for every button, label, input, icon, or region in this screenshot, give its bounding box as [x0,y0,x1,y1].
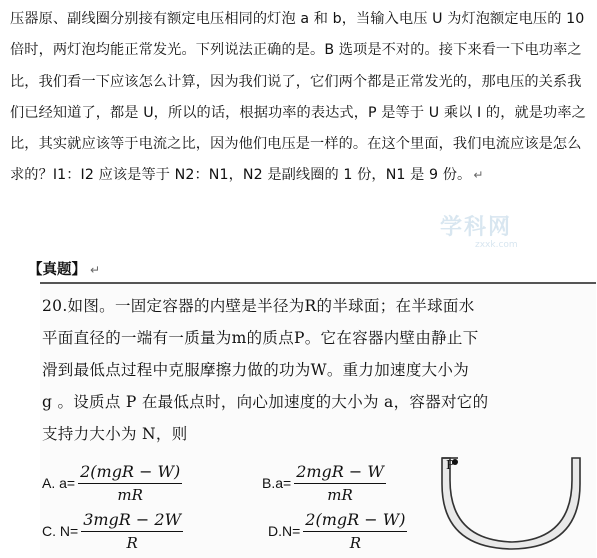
return-mark-icon: ↵ [90,263,101,277]
option-d-denominator: R [349,534,362,552]
option-c [42,510,183,552]
hemisphere-container-figure [440,454,590,550]
question-text [42,290,562,450]
question-card [40,282,596,558]
return-mark-icon: ↵ [473,168,484,183]
option-c-fraction [81,510,183,552]
paragraph-line: 倍时，两灯泡均能正常发光。下列说法正确的是。B 选项是不对的。接下来看一下电功率之 [10,42,582,59]
section-title: 【真题】 [28,262,86,278]
section-heading [28,258,100,279]
option-a [42,462,182,504]
explanation-paragraph [10,4,592,192]
option-a-denominator: mR [117,486,143,504]
paragraph-text: 求的？I1：I2 应该是等于 N2：N1，N2 是副线圈的 1 份，N1 是 9 份。 [10,167,472,184]
option-b-label: B.a= [262,475,292,491]
question-line: g 。设质点 P 在最低点时，向心加速度的大小为 a，容器对它的 [42,393,489,411]
option-a-label: A. a= [42,475,76,491]
option-d-numerator: 2(mgR − W) [305,510,406,529]
paragraph-line: 们已经知道了，都是 U，所以的话，根据功率的表达式，P 是等于 U 乘以 I 的，就是功率之 [10,104,586,121]
question-line: 20.如图。一固定容器的内壁是半径为R的半球面；在半球面水 [42,297,475,315]
option-a-numerator: 2(mgR − W) [80,462,181,481]
option-b-numerator: 2mgR − W [296,462,384,481]
option-b-fraction [294,462,386,504]
option-d-fraction [303,510,407,552]
paragraph-line-last [10,160,592,191]
option-b [262,462,386,504]
hemisphere-diagram [440,454,590,550]
option-b-denominator: mR [327,486,353,504]
point-p-label: P [446,458,455,472]
option-d [268,510,407,552]
paragraph-line: 比，其实就应该等于电流之比，因为他们电压是一样的。在这个里面，我们电流应该是怎么 [10,136,582,153]
watermark-logo: 学科网 [440,215,513,240]
option-c-numerator: 3mgR − 2W [83,510,182,529]
question-line: 支持力大小为 N，则 [42,425,188,443]
question-line: 平面直径的一端有一质量为m的质点P。它在容器内壁由静止下 [42,329,479,347]
paragraph-line: 压器原、副线圈分别接有额定电压相同的灯泡 a 和 b，当输入电压 U 为灯泡额定电压的 10 [10,11,585,27]
option-d-label: D.N= [268,523,301,539]
option-c-label: C. N= [42,523,79,539]
option-c-denominator: R [126,534,138,552]
container-wall [442,458,580,549]
watermark-url: zxxk.com [475,240,518,250]
question-line: 滑到最低点过程中克服摩擦力做的功为W。重力加速度大小为 [42,361,470,379]
paragraph-line: 比，我们看一下应该怎么计算，因为我们说了，它们两个都是正常发光的，那电压的关系我 [10,73,582,90]
option-a-fraction [78,462,182,504]
